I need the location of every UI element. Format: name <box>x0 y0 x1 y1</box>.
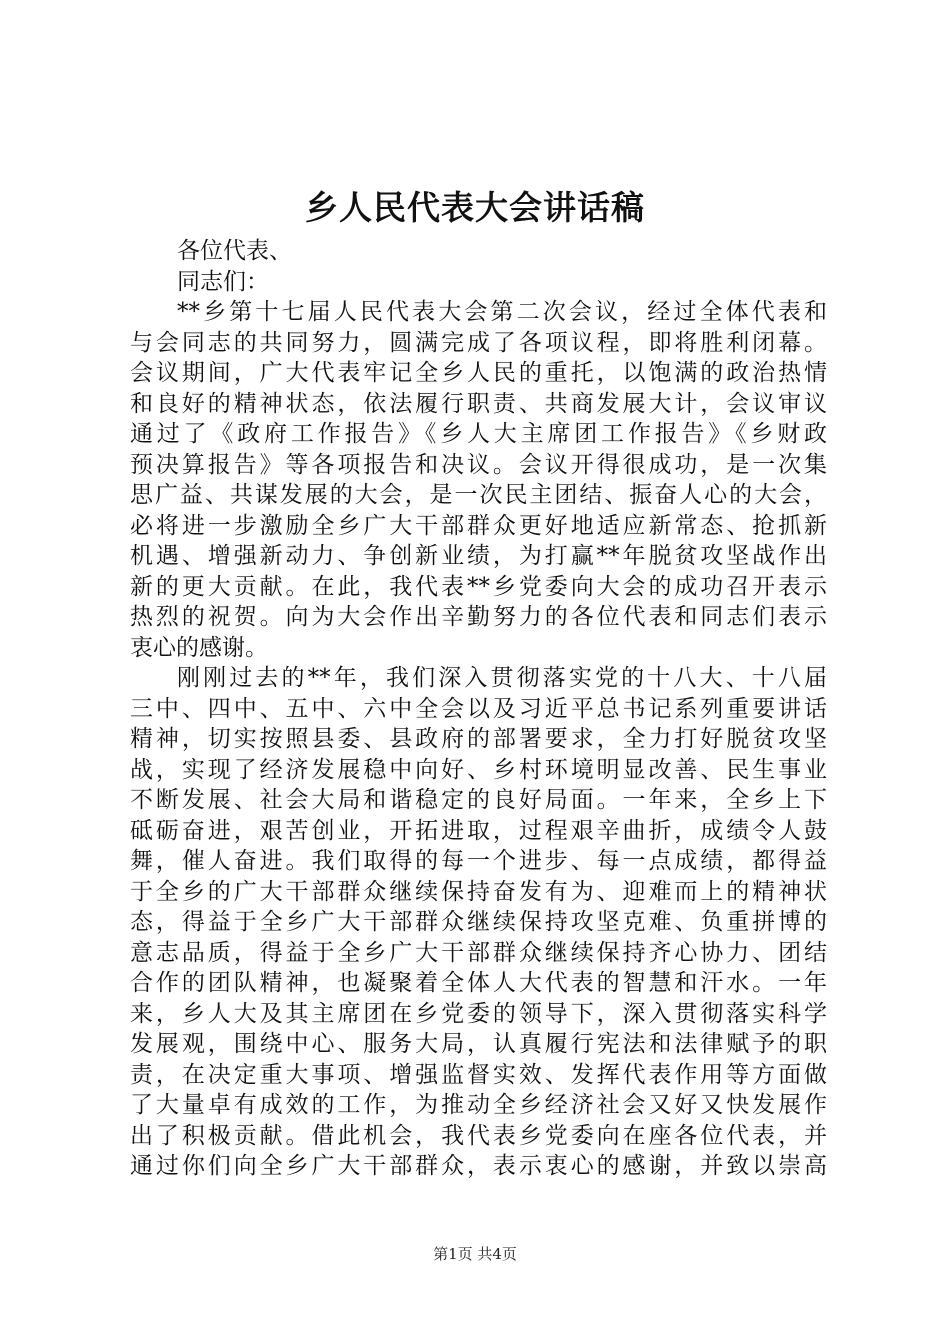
paragraph-line: 刚刚过去的**年，我们深入贯彻落实党的十八大、十八届 <box>177 665 827 691</box>
paragraph <box>130 297 827 663</box>
salutation-line: 各位代表、 <box>177 238 292 264</box>
paragraph-line: 衷心的感谢。 <box>130 634 268 661</box>
paragraph-line: 责，在决定重大事项、增强监督实效、发挥代表作用等方面做 <box>130 1061 827 1088</box>
paragraph-line: 不断发展、社会大局和谐稳定的良好局面。一年来，全乡上下 <box>130 787 827 813</box>
paragraph-line: 砥砺奋进，艰苦创业，开拓进取，过程艰辛曲折，成绩令人鼓 <box>130 817 827 844</box>
paragraph-line: 精神，切实按照县委、县政府的部署要求，全力打好脱贫攻坚 <box>130 726 827 752</box>
paragraph-line: 与会同志的共同努力，圆满完成了各项议程，即将胜利闭幕。 <box>130 329 827 356</box>
paragraph-line: 态，得益于全乡广大干部群众继续保持攻坚克难、负重拼博的 <box>130 909 827 935</box>
salutation-line: 同志们： <box>177 268 269 295</box>
paragraph-line: 意志品质，得益于全乡广大干部群众继续保持齐心协力、团结 <box>130 939 827 966</box>
paragraph-line: 通过你们向全乡广大干部群众，表示衷心的感谢，并致以崇高 <box>130 1153 827 1179</box>
paragraph-line: 思广益、共谋发展的大会，是一次民主团结、振奋人心的大会， <box>130 482 827 508</box>
document-body <box>130 236 827 1182</box>
paragraph-line: 于全乡的广大干部群众继续保持奋发有为、迎难而上的精神状 <box>130 878 827 905</box>
paragraph-line: 热烈的祝贺。向为大会作出辛勤努力的各位代表和同志们表示 <box>130 604 827 630</box>
paragraph-line: 来，乡人大及其主席团在乡党委的领导下，深入贯彻落实科学 <box>130 1000 827 1027</box>
paragraph-line: 舞，催人奋进。我们取得的每一个进步、每一点成绩，都得益 <box>130 848 827 874</box>
page-number-footer: 第1页 共4页 <box>433 1245 517 1263</box>
paragraph-line: 通过了《政府工作报告》《乡人大主席团工作报告》《乡财政 <box>130 421 827 447</box>
paragraph-line: 会议期间，广大代表牢记全乡人民的重托，以饱满的政治热情 <box>130 360 827 386</box>
paragraph-line: 了大量卓有成效的工作，为推动全乡经济社会又好又快发展作 <box>130 1092 827 1118</box>
paragraph-line: 合作的团队精神，也凝聚着全体人大代表的智慧和汗水。一年 <box>130 970 827 996</box>
paragraph-line: 新的更大贡献。在此，我代表**乡党委向大会的成功召开表示 <box>130 573 827 600</box>
document-title: 乡人民代表大会讲话稿 <box>305 188 645 227</box>
paragraph-line: 出了积极贡献。借此机会，我代表乡党委向在座各位代表，并 <box>130 1122 827 1149</box>
paragraph <box>130 663 827 1182</box>
paragraph-line: 机遇、增强新动力、争创新业绩，为打赢**年脱贫攻坚战作出 <box>130 543 827 569</box>
paragraph-line: 三中、四中、五中、六中全会以及习近平总书记系列重要讲话 <box>130 695 827 722</box>
paragraph-line: 和良好的精神状态，依法履行职责、共商发展大计，会议审议 <box>130 390 827 417</box>
paragraph-line: 战，实现了经济发展稳中向好、乡村环境明显改善、民生事业 <box>130 756 827 783</box>
paragraph-line: 预决算报告》等各项报告和决议。会议开得很成功，是一次集 <box>130 451 827 478</box>
paragraph-line: 发展观，围绕中心、服务大局，认真履行宪法和法律赋予的职 <box>130 1031 827 1057</box>
paragraph-line: 必将进一步激励全乡广大干部群众更好地适应新常态、抢抓新 <box>130 512 827 539</box>
paragraph-line: **乡第十七届人民代表大会第二次会议，经过全体代表和 <box>177 299 827 325</box>
